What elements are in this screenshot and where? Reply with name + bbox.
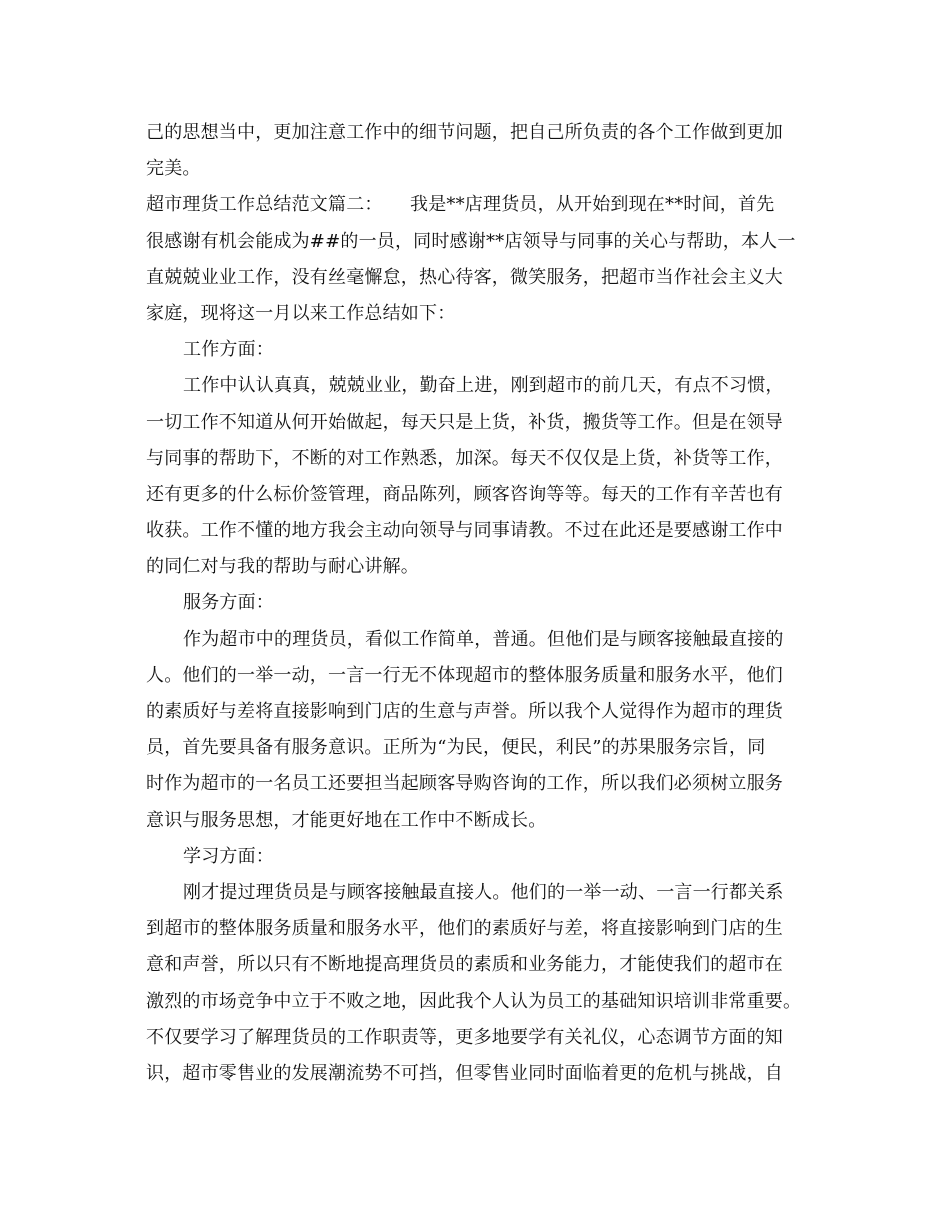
paragraph-line: 意识与服务思想，才能更好地在工作中不断成长。	[146, 809, 547, 831]
paragraph-line: 还有更多的什么标价签管理，商品陈列，顾客咨询等等。每天的工作有辛苦也有	[146, 483, 783, 505]
paragraph-line: 的素质好与差将直接影响到门店的生意与声誉。所以我个人觉得作为超市的理货	[146, 701, 783, 722]
paragraph-line: 很感谢有机会能成为##的一员，同时感谢**店领导与同事的关心与帮助，本人一	[146, 230, 796, 252]
paragraph-line: 不仅要学习了解理货员的工作职责等，更多地要学有关礼仪，心态调节方面的知	[146, 1026, 783, 1048]
paragraph-line: 完美。	[146, 158, 201, 180]
section-heading-study: 学习方面：	[183, 845, 274, 867]
paragraph-line: 一切工作不知道从何开始做起，每天只是上货，补货，搬货等工作。但是在领导	[146, 411, 783, 433]
paragraph-line: 时作为超市的一名员工还要担当起顾客导购咨询的工作，所以我们必须树立服务	[146, 773, 783, 795]
section-heading-work: 工作方面：	[183, 339, 274, 361]
paragraph-line: 直兢兢业业工作，没有丝毫懈怠，热心待客，微笑服务，把超市当作社会主义大	[146, 266, 783, 288]
paragraph-line: 识，超市零售业的发展潮流势不可挡，但零售业同时面临着更的危机与挑战，自	[146, 1062, 783, 1084]
paragraph-line: 作为超市中的理货员，看似工作简单，普通。但他们是与顾客接触最直接的	[183, 628, 784, 650]
paragraph-line: 激烈的市场竞争中立于不败之地，因此我个人认为员工的基础知识培训非常重要。	[146, 990, 802, 1012]
paragraph-line: 己的思想当中，更加注意工作中的细节问题，把自己所负责的各个工作做到更加	[146, 122, 783, 143]
paragraph-line: 家庭，现将这一月以来工作总结如下：	[146, 302, 456, 324]
article-title-line: 超市理货工作总结范文篇二： 我是**店理货员，从开始到现在**时间，首先	[146, 194, 775, 216]
paragraph-line: 意和声誉，所以只有不断地提高理货员的素质和业务能力，才能使我们的超市在	[146, 954, 783, 976]
paragraph-line: 人。他们的一举一动，一言一行无不体现超市的整体服务质量和服务水平，他们	[146, 664, 783, 686]
paragraph-line: 与同事的帮助下，不断的对工作熟悉，加深。每天不仅仅是上货，补货等工作，	[146, 447, 783, 469]
section-heading-service: 服务方面：	[183, 592, 274, 614]
paragraph-line: 到超市的整体服务质量和服务水平，他们的素质好与差，将直接影响到门店的生	[146, 918, 783, 940]
paragraph-line: 收获。工作不懂的地方我会主动向领导与同事请教。不过在此还是要感谢工作中	[146, 520, 783, 542]
paragraph-line: 员，首先要具备有服务意识。正所为“为民，便民，利民”的苏果服务宗旨，同	[146, 737, 766, 759]
paragraph-line: 刚才提过理货员是与顾客接触最直接人。他们的一举一动、一言一行都关系	[183, 881, 784, 903]
document-body	[146, 115, 811, 1092]
paragraph-line: 工作中认认真真，兢兢业业，勤奋上进，刚到超市的前几天，有点不习惯，	[183, 375, 784, 397]
paragraph-line: 的同仁对与我的帮助与耐心讲解。	[146, 556, 419, 578]
